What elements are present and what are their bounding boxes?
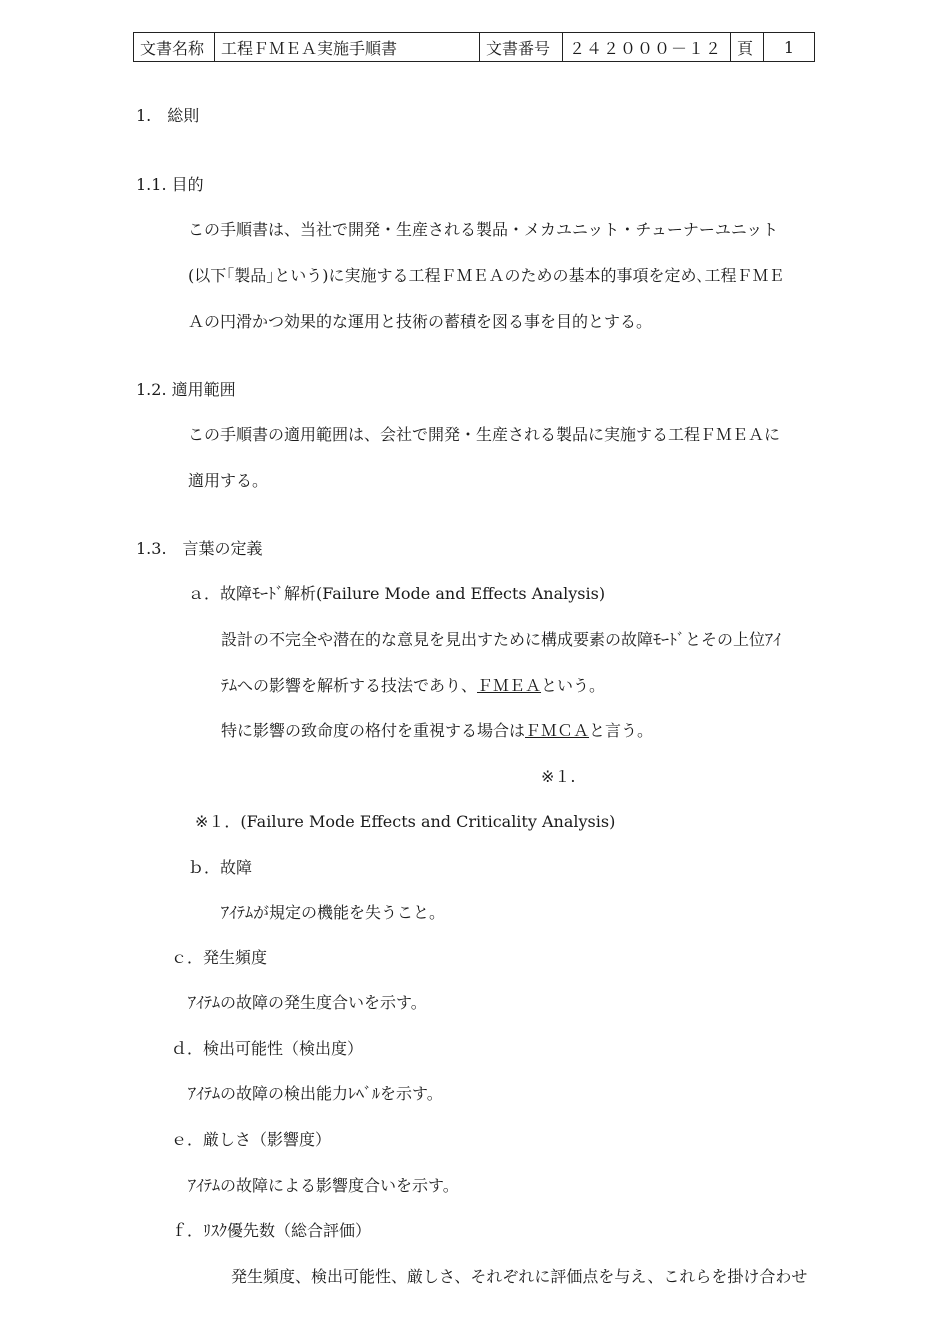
definition-a-text: と言う。 (589, 721, 654, 740)
definition-a-title: ａ．故障ﾓｰﾄﾞ解析(Failure Mode and Effects Analysis) (188, 584, 606, 603)
definition-a-line (221, 721, 653, 741)
definition-f-text: 発生頻度、検出可能性、厳しさ、それぞれに評価点を与え、これらを掛け合わせ (231, 1267, 808, 1286)
fmea-term: ＦＭＥＡ (477, 676, 542, 695)
definition-e-title: ｅ．厳しさ（影響度） (171, 1130, 332, 1149)
definition-a-text: という。 (541, 676, 606, 695)
page-label: 頁 (731, 33, 764, 62)
section-1-1-heading: 1.1. 目的 (136, 175, 204, 194)
definition-f-title: ｆ．ﾘｽｸ優先数（総合評価） (171, 1221, 372, 1240)
section-1-3-heading: 1.3. 言葉の定義 (136, 539, 263, 558)
doc-name: 工程ＦＭＥＡ実施手順書 (215, 33, 480, 62)
definition-c-text: ｱｲﾃﾑの故障の発生度合いを示す。 (188, 993, 427, 1012)
section-1-2-line: 適用する。 (188, 471, 269, 490)
definition-c-title: ｃ．発生頻度 (171, 948, 268, 967)
definition-d-text: ｱｲﾃﾑの故障の検出能力ﾚﾍﾞﾙを示す。 (188, 1084, 443, 1103)
section-1-2-heading: 1.2. 適用範囲 (136, 380, 236, 399)
section-1-1-line: Ａの円滑かつ効果的な運用と技術の蓄積を図る事を目的とする。 (188, 312, 653, 331)
definition-d-title: ｄ．検出可能性（検出度） (171, 1039, 364, 1058)
section-1-1-line: (以下｢製品｣という)に実施する工程ＦＭＥＡのための基本的事項を定め､工程ＦＭＥ (188, 266, 785, 285)
footnote-reference: ※１. (541, 767, 576, 786)
doc-name-label: 文書名称 (134, 33, 215, 62)
fmca-term: ＦＭＣＡ (525, 721, 590, 740)
definition-a-line: 設計の不完全や潜在的な意見を見出すために構成要素の故障ﾓｰﾄﾞとその上位ｱｲ (221, 630, 782, 649)
definition-e-text: ｱｲﾃﾑの故障による影響度合いを示す。 (188, 1176, 459, 1195)
doc-number-label: 文書番号 (480, 33, 563, 62)
section-1-2-line: この手順書の適用範囲は、会社で開発・生産される製品に実施する工程ＦＭＥＡに (188, 425, 781, 444)
definition-b-title: ｂ．故障 (188, 858, 253, 877)
doc-number: ２４２０００－１２ (563, 33, 731, 62)
document-header-table (133, 32, 815, 62)
section-1-heading: 1. 総則 (136, 106, 200, 125)
definition-b-text: ｱｲﾃﾑが規定の機能を失うこと。 (221, 903, 446, 922)
page-number: 1 (764, 33, 815, 62)
definition-a-line (221, 676, 605, 696)
section-1-1-line: この手順書は、当社で開発・生産される製品・メカユニット・チューナーユニット (188, 220, 779, 239)
footnote-text: ※１．(Failure Mode Effects and Criticality Analysis) (195, 812, 616, 831)
definition-a-text: 特に影響の致命度の格付を重視する場合は (221, 721, 526, 740)
definition-a-text: ﾃﾑへの影響を解析する技法であり、 (221, 676, 478, 695)
